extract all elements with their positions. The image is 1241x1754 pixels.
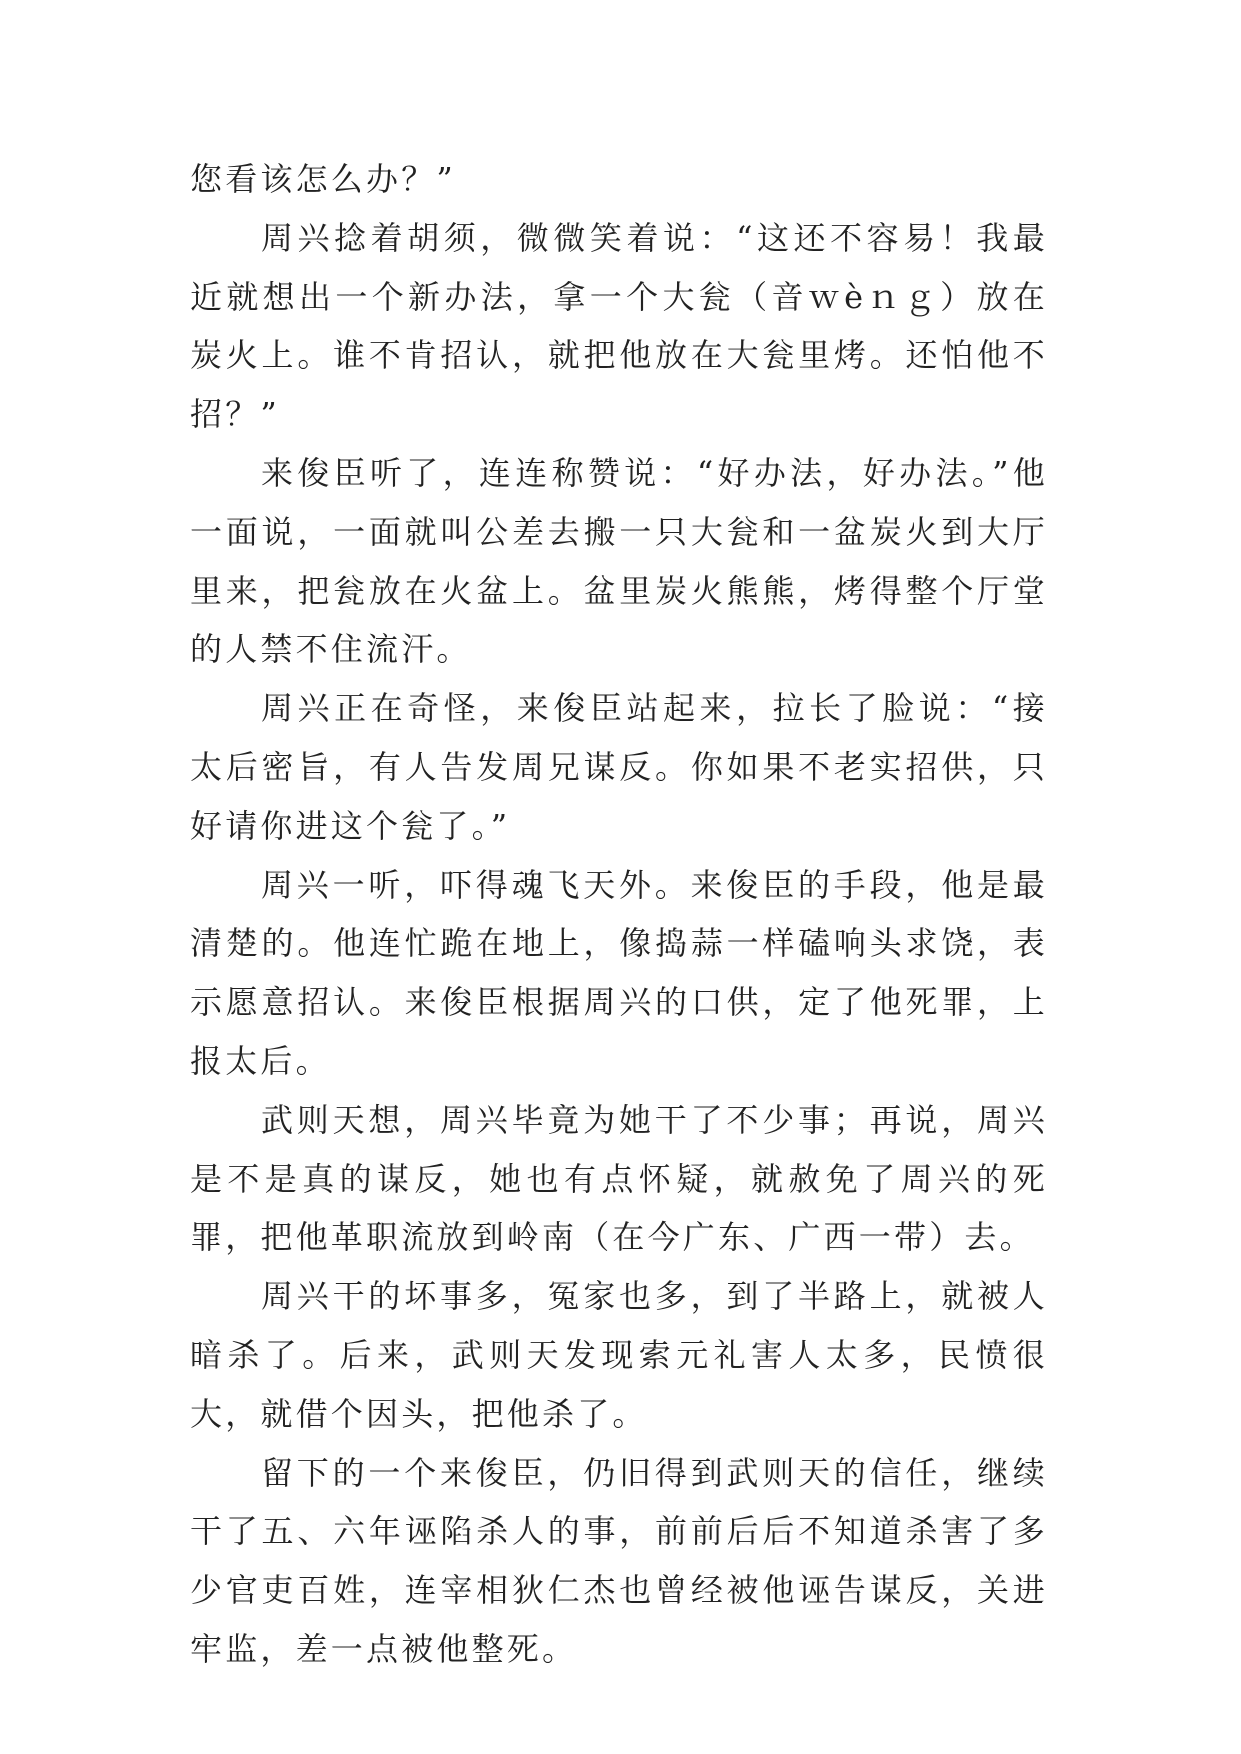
paragraph: 周兴干的坏事多，冤家也多，到了半路上，就被人暗杀了。后来，武则天发现索元礼害人太多，民愤很大，就借个因头，把他杀了。 <box>190 1277 1048 1433</box>
paragraph: 您看该怎么办？” <box>190 160 456 198</box>
article-body <box>190 150 1048 1679</box>
paragraph: 来俊臣听了，连连称赞说：“好办法，好办法。”他一面说，一面就叫公差去搬一只大瓮和一盆炭火到大厅里来，把瓮放在火盆上。盆里炭火熊熊，烤得整个厅堂的人禁不住流汗。 <box>190 453 1048 669</box>
paragraph: 周兴正在奇怪，来俊臣站起来，拉长了脸说：“接太后密旨，有人告发周兄谋反。你如果不老实招供，只好请你进这个瓮了。” <box>190 689 1048 845</box>
paragraph: 留下的一个来俊臣，仍旧得到武则天的信任，继续干了五、六年诬陷杀人的事，前前后后不知道杀害了多少官吏百姓，连宰相狄仁杰也曾经被他诬告谋反，关进牢监，差一点被他整死。 <box>190 1453 1048 1668</box>
paragraph: 周兴一听，吓得魂飞天外。来俊臣的手段，他是最清楚的。他连忙跪在地上，像捣蒜一样磕响头求饶，表示愿意招认。来俊臣根据周兴的口供，定了他死罪，上报太后。 <box>190 865 1048 1080</box>
paragraph: 周兴捻着胡须，微微笑着说：“这还不容易！我最近就想出一个新办法，拿一个大瓮（音ｗèｎｇ）放在炭火上。谁不肯招认，就把他放在大瓮里烤。还怕他不招？” <box>190 218 1048 434</box>
paragraph: 武则天想，周兴毕竟为她干了不少事；再说，周兴是不是真的谋反，她也有点怀疑，就赦免了周兴的死罪，把他革职流放到岭南（在今广东、广西一带）去。 <box>190 1100 1048 1257</box>
